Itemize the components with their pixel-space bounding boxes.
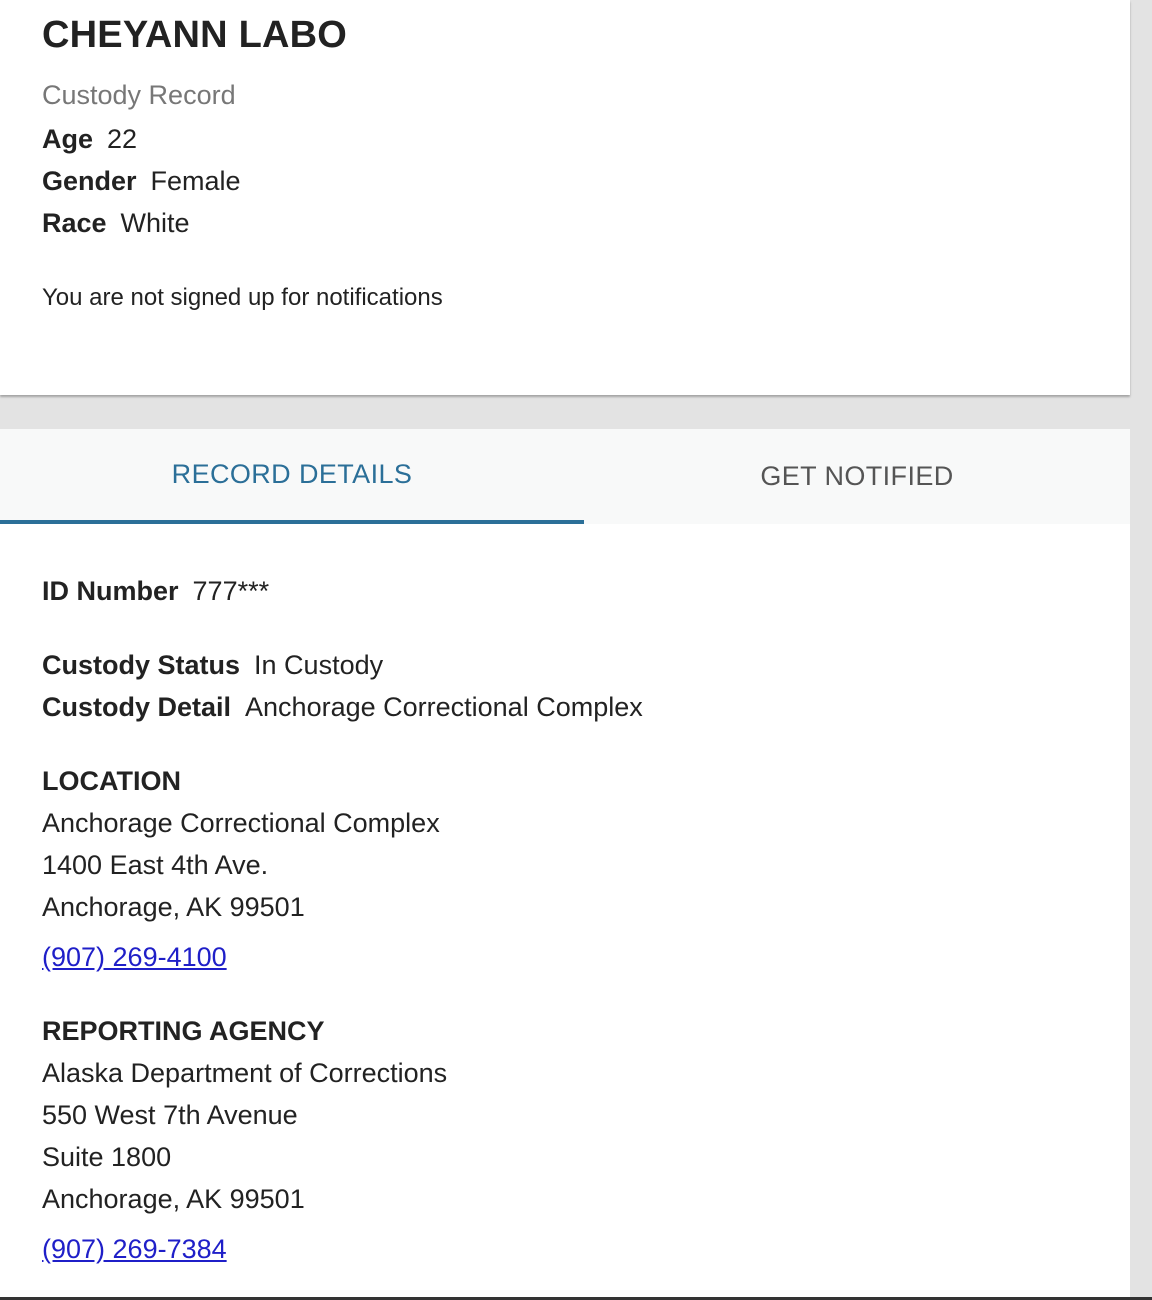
location-street: 1400 East 4th Ave. (42, 850, 269, 880)
gender-label: Gender (42, 166, 137, 196)
agency-street: 550 West 7th Avenue (42, 1100, 298, 1130)
notification-status: You are not signed up for notifications (42, 284, 443, 311)
custody-detail-value: Anchorage Correctional Complex (245, 692, 643, 722)
agency-city: Anchorage, AK 99501 (42, 1184, 305, 1214)
age-value: 22 (107, 124, 138, 154)
tab-get-notified[interactable]: GET NOTIFIED (760, 461, 954, 491)
location-phone-link[interactable]: (907) 269-4100 (42, 942, 227, 972)
agency-phone-link[interactable]: (907) 269-7384 (42, 1234, 227, 1264)
custody-status-value: In Custody (254, 650, 384, 680)
tab-record-details[interactable]: RECORD DETAILS (0, 429, 584, 524)
person-summary-card (0, 0, 1130, 395)
custody-status-row (42, 650, 383, 681)
race-value: White (120, 208, 190, 238)
id-number-value: 777*** (192, 576, 270, 606)
custody-detail-row (42, 692, 643, 723)
race-row (42, 208, 190, 239)
location-name: Anchorage Correctional Complex (42, 808, 440, 838)
age-label: Age (42, 124, 94, 154)
race-label: Race (42, 208, 107, 238)
location-heading: LOCATION (42, 766, 181, 796)
record-type: Custody Record (42, 80, 236, 110)
tab-bar (0, 429, 1130, 524)
record-details-card (0, 429, 1130, 1300)
agency-suite: Suite 1800 (42, 1142, 172, 1172)
custody-detail-label: Custody Detail (42, 692, 232, 722)
location-city: Anchorage, AK 99501 (42, 892, 305, 922)
id-number-label: ID Number (42, 576, 179, 606)
custody-status-label: Custody Status (42, 650, 241, 680)
gender-row (42, 166, 241, 197)
person-name: CHEYANN LABO (42, 14, 348, 56)
gender-value: Female (150, 166, 241, 196)
reporting-agency-heading: REPORTING AGENCY (42, 1016, 325, 1046)
age-row (42, 124, 137, 155)
id-number-row (42, 576, 269, 607)
agency-name: Alaska Department of Corrections (42, 1058, 448, 1088)
